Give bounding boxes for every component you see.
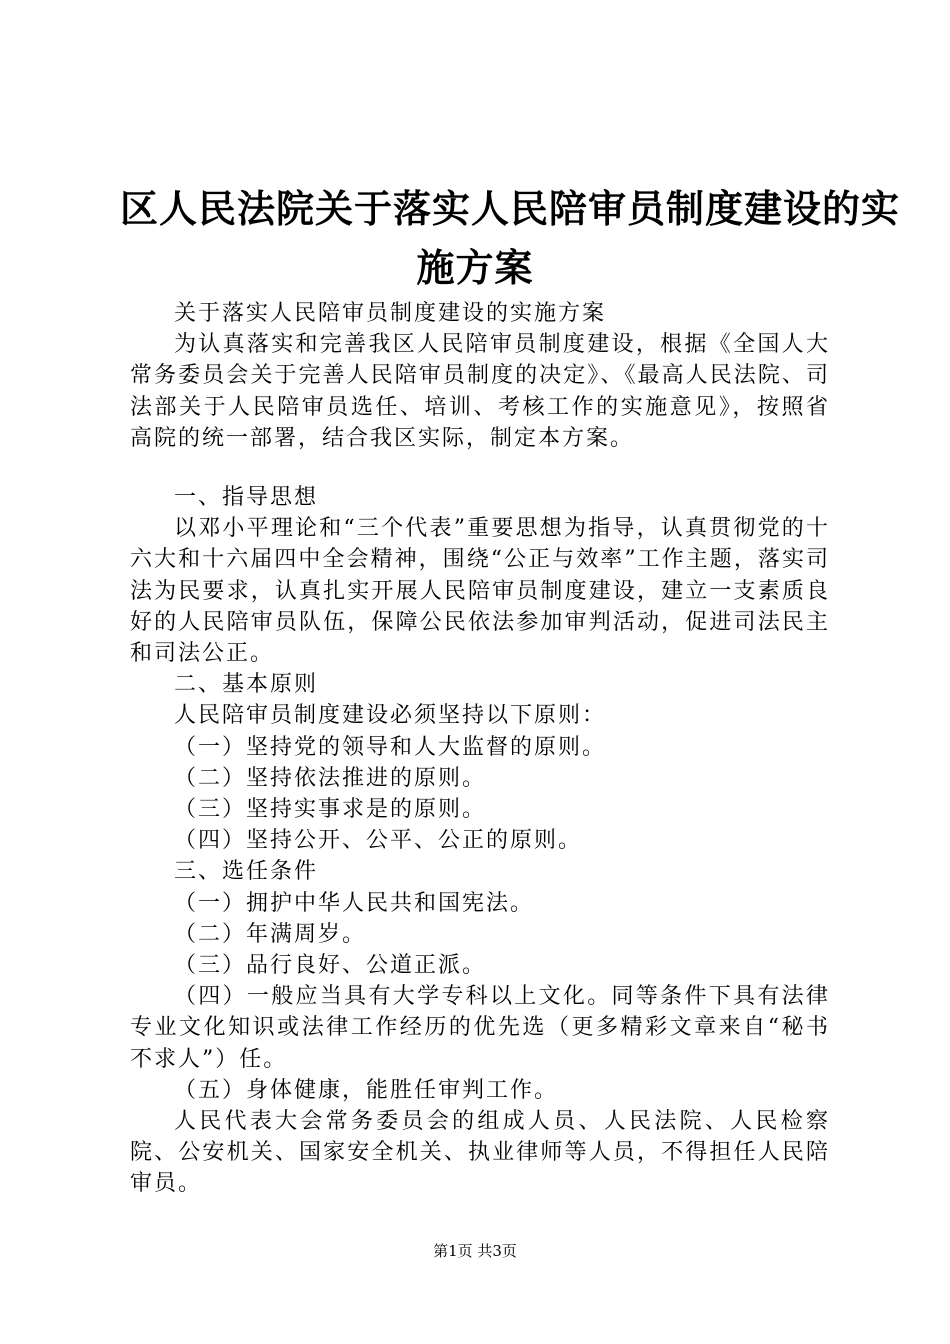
guiding-thought-paragraph: 以邓小平理论和“三个代表”重要思想为指导，认真贯彻党的十六大和十六届四中全会精神，围绕“公正与效率”工作主题，落实司法为民要求，认真扎实开展人民陪审员制度建设，建立一支素质良好的人民陪审员队伍，保障公民依法参加审判活动，促进司法民主和司法公正。 — [130, 516, 830, 667]
document-title-line-1: 区人民法院关于落实人民陪审员制度建设的实 — [120, 187, 901, 231]
exclusion-paragraph: 人民代表大会常务委员会的组成人员、人民法院、人民检察院、公安机关、国家安全机关、执业律师等人员，不得担任人民陪审员。 — [130, 1109, 830, 1197]
condition-item: （一）拥护中华人民共和国宪法。 — [174, 890, 535, 916]
principle-item: （三）坚持实事求是的原则。 — [174, 797, 487, 823]
principle-item: （四）坚持公开、公平、公正的原则。 — [174, 828, 583, 854]
subtitle-paragraph: 关于落实人民陪审员制度建设的实施方案 — [174, 301, 607, 326]
intro-paragraph: 为认真落实和完善我区人民陪审员制度建设，根据《全国人大常务委员会关于完善人民陪审员制度的决定》、《最高人民法院、司法部关于人民陪审员选任、培训、考核工作的实施意见》，按照省高院的统一部署，结合我区实际，制定本方案。 — [130, 332, 830, 451]
page-number-footer: 第1页 共3页 — [433, 1242, 517, 1260]
section-heading-guiding-thought: 一、指导思想 — [174, 485, 319, 511]
document-title-line-2: 施方案 — [416, 246, 534, 290]
paragraph-gap — [130, 454, 830, 482]
principle-item: （二）坚持依法推进的原则。 — [174, 765, 487, 791]
condition-item: （五）身体健康，能胜任审判工作。 — [174, 1077, 559, 1103]
section-heading-selection-conditions: 三、选任条件 — [174, 859, 319, 885]
principles-intro: 人民陪审员制度建设必须坚持以下原则： — [174, 703, 607, 729]
principle-item: （一）坚持党的领导和人大监督的原则。 — [174, 734, 607, 760]
condition-item: （三）品行良好、公道正派。 — [174, 953, 487, 979]
document-body — [130, 298, 830, 1200]
section-heading-basic-principles: 二、基本原则 — [174, 672, 319, 698]
condition-item: （四）一般应当具有大学专科以上文化。同等条件下具有法律专业文化知识或法律工作经历的优先选（更多精彩文章来自“秘书不求人”）任。 — [130, 984, 830, 1072]
condition-item: （二）年满周岁。 — [174, 921, 367, 947]
